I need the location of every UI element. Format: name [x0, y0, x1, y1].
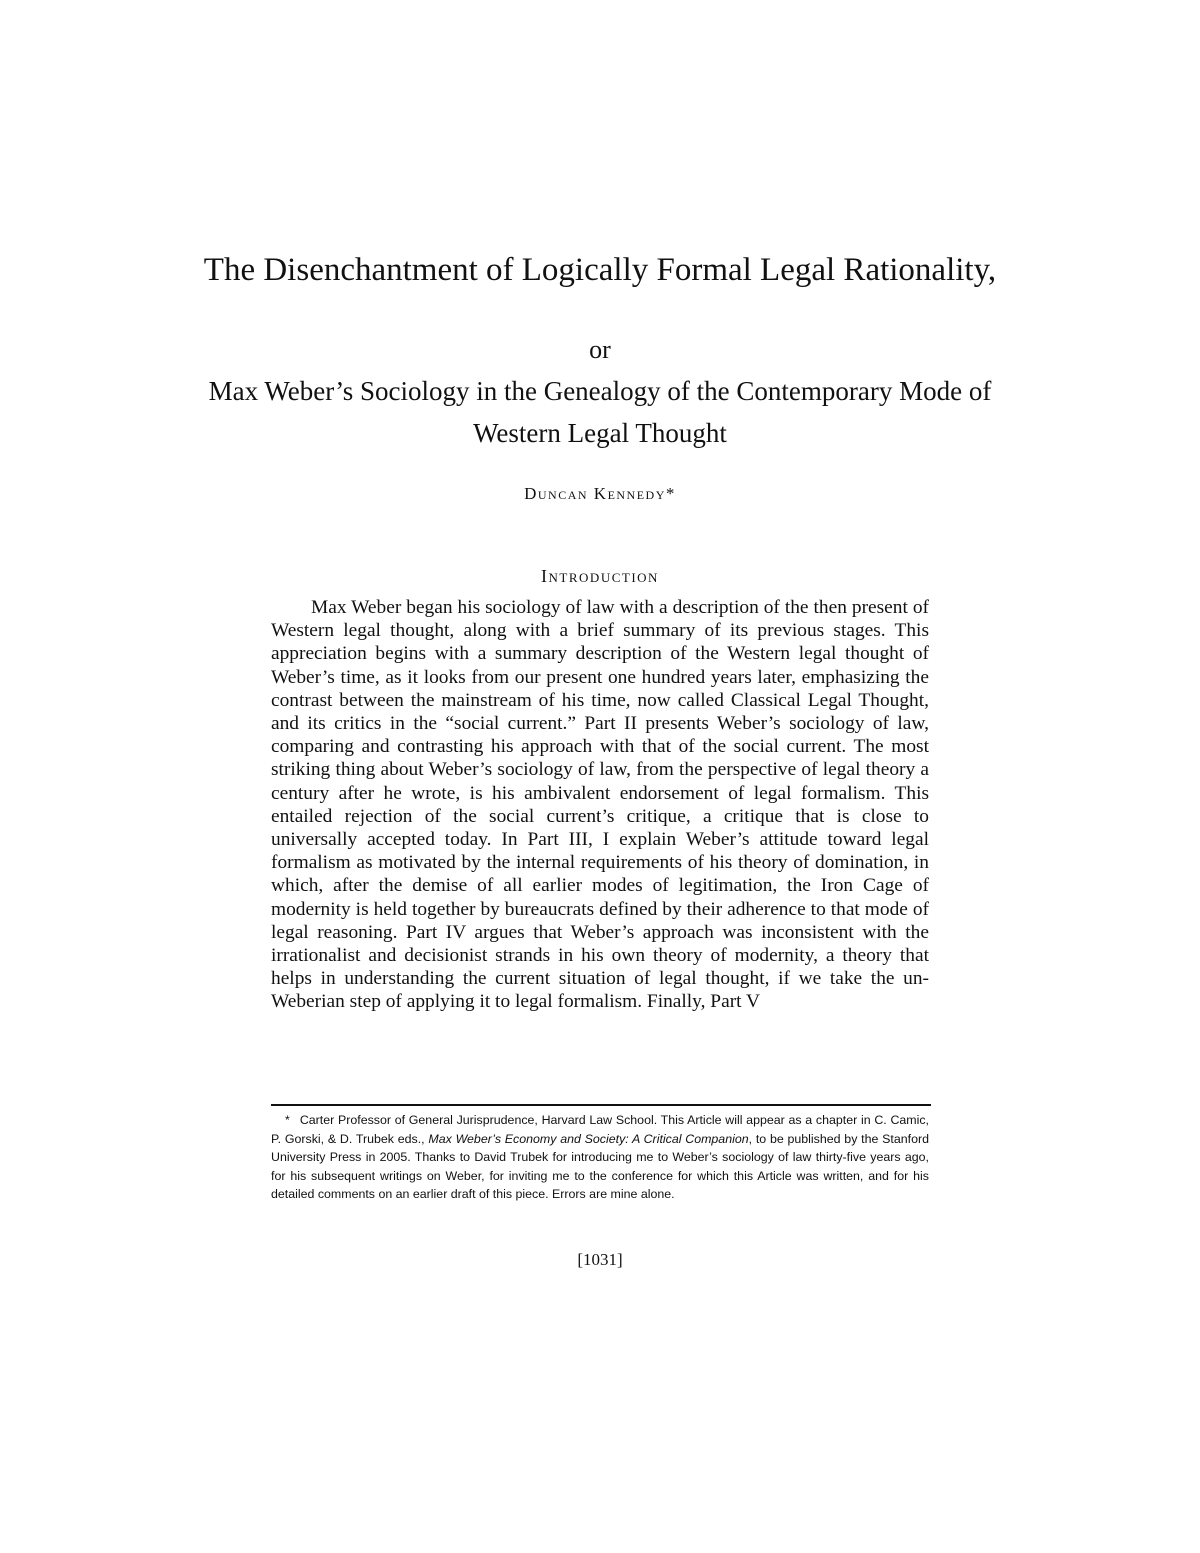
page-number: [1031]: [577, 1250, 623, 1269]
footnote-marker: *: [285, 1113, 290, 1127]
footnote: [271, 1111, 929, 1204]
author-name: Duncan Kennedy*: [524, 484, 676, 503]
footnote-divider: [271, 1104, 931, 1106]
footnote-book-title: Max Weber’s Economy and Society: A Critical Companion: [428, 1131, 749, 1146]
footnote-text-part1: Carter Professor of General Jurisprudence, Harvard Law School. This Article will appear as a chapter in C. Camic, P. Gorski, & D. Trubek eds.,: [271, 1113, 929, 1146]
title-connector: or: [589, 335, 611, 364]
section-heading-introduction: Introduction: [541, 566, 659, 586]
article-subtitle: Max Weber’s Sociology in the Genealogy of the Contemporary Mode of Western Legal Thought: [208, 376, 992, 448]
introduction-paragraph: Max Weber began his sociology of law with a description of the then present of Western legal thought, along with a brief summary of its previous stages. This appreciation begins with a summary description of the Western legal thought of Weber’s time, as it looks from our present one hundred years later, emphasizing the contrast between the mainstream of his time, now called Classical Legal Thought, and its critics in the “social current.” Part II presents Weber’s sociology of law, comparing and contrasting his approach with that of the social current. The most striking thing about Weber’s sociology of law, from the perspective of legal theory a century after he wrote, is his ambivalent endorsement of legal formalism. This entailed rejection of the social current’s critique, a critique that is close to universally accepted today. In Part III, I explain Weber’s attitude toward legal formalism as motivated by the internal requirements of his theory of domination, in which, after the demise of all earlier modes of legitimation, the Iron Cage of modernity is held together by bureaucrats defined by their adherence to that mode of legal reasoning. Part IV argues that Weber’s approach was inconsistent with the irrationalist and decisionist strands in his own theory of modernity, a theory that helps in understanding the current situation of legal thought, if we take the un-Weberian step of applying it to legal formalism. Finally, Part V: [271, 597, 929, 1013]
footnote-text-part2: , to be published by the Stanford University Press in 2005. Thanks to David Trubek for introducing me to Weber’s sociology of law thirty-five years ago, for his subsequent writings on Weber, for inviting me to the conference for which this Article was written, and for his detailed comments on an earlier draft of this piece. Errors are mine alone.: [271, 1131, 930, 1202]
article-title: The Disenchantment of Logically Formal Legal Rationality,: [203, 252, 997, 288]
